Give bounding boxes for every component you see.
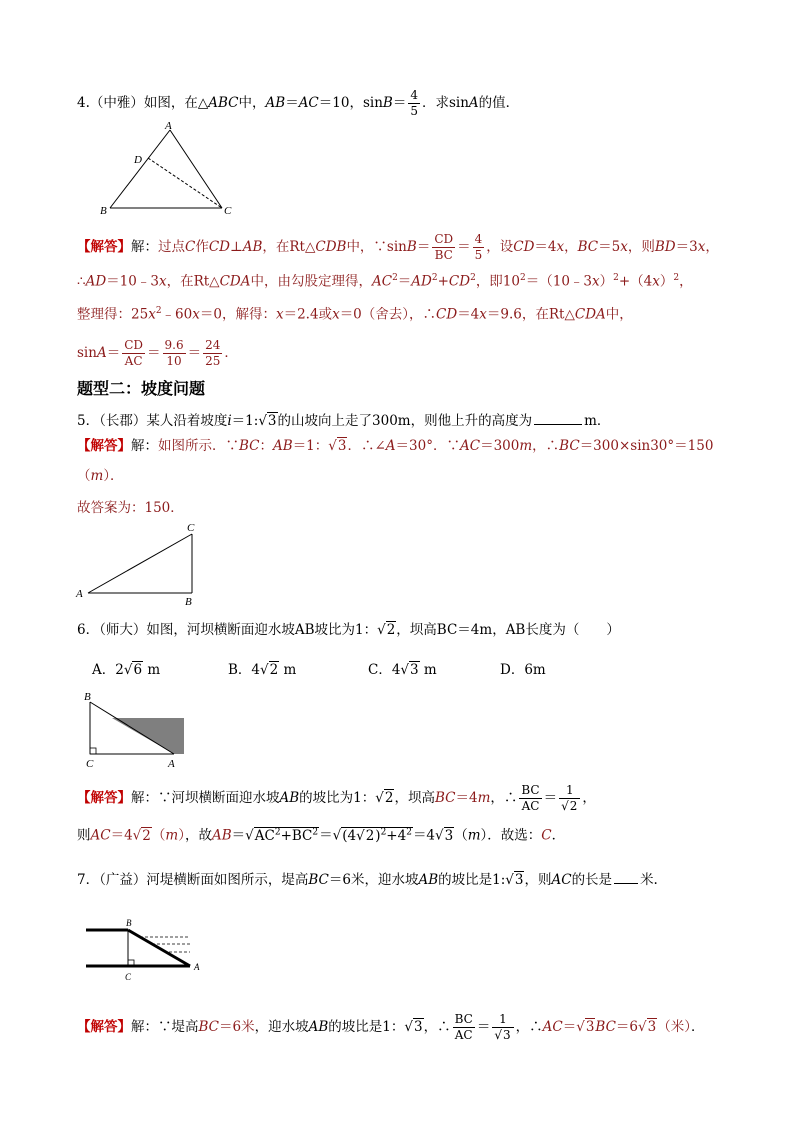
- section-title: 题型二：坡度问题: [77, 379, 206, 398]
- answer-tag: 【解答】: [77, 790, 131, 806]
- q7-levee-figure: [80, 910, 220, 990]
- q4-answer-line4: sinA＝ $\frac{CD}{AC}$ ＝ $\frac{9.6}{10}$ ＝ $\frac{24}{25}$ ．: [77, 338, 238, 368]
- q4-triangle-figure: [92, 120, 242, 220]
- q6-option-a: A．2√6 m: [92, 662, 161, 678]
- q6-answer-line1: 【解答】解：∵河坝横断面迎水坡AB的坡比为1：√2，坝高BC＝4m，∴ $\frac{BC}{AC}$ ＝ $\frac{1}{√2}$ ，: [77, 783, 596, 813]
- q5-question: 5．（长郡）某人沿着坡度i＝1:√3的山坡向上走了300m，则他上升的高度为 m．: [77, 413, 611, 429]
- q4-question: 4.（中雅）如图，在△ABC中，AB＝AC＝10，sinB＝ $\frac{4}{5}$ ．求sinA的值．: [77, 88, 520, 118]
- svg-text:C: C: [187, 522, 195, 534]
- svg-text:B: B: [100, 205, 107, 217]
- svg-text:B: B: [126, 918, 132, 928]
- svg-text:C: C: [125, 972, 132, 982]
- q6-answer-line2: 则AC＝4√2（m），故$AB=√AC^2+BC^2=√(4√2)^2+4^2=4√3(m)$．故选：C．: [77, 827, 566, 844]
- answer-tag: 【解答】: [77, 438, 131, 454]
- q5-triangle-figure: [72, 520, 212, 610]
- svg-text:B: B: [185, 596, 192, 608]
- answer-tag: 【解答】: [77, 1019, 131, 1035]
- answer-tag: 【解答】: [77, 239, 131, 255]
- q6-option-d: D．6m: [500, 662, 546, 678]
- svg-text:C: C: [86, 758, 94, 770]
- q6-option-c: C．4√3 m: [368, 662, 437, 678]
- svg-text:A: A: [76, 588, 83, 600]
- q6-option-b: B．4√2 m: [228, 662, 297, 678]
- svg-text:A: A: [165, 120, 172, 132]
- q6-dam-figure: [76, 690, 196, 770]
- q4-answer-line2: ∴AD＝10﹣3x，在Rt△CDA中，由勾股定理得，$AC^2=AD^2+CD^2$，即$10^2=(10﹣3x)^2+(4x)^2$，: [77, 273, 693, 290]
- q4-answer-line3: 整理得：$25x^2﹣60x=0$，解得：x＝2.4或x＝0（舍去），∴CD＝4x＝9.6，在Rt△CDA中，: [77, 306, 633, 323]
- svg-text:D: D: [134, 154, 142, 166]
- q5-answer-line3: 故答案为：150．: [77, 500, 184, 516]
- svg-text:B: B: [84, 691, 91, 703]
- svg-text:A: A: [168, 758, 175, 770]
- q7-answer-line1: 【解答】解：∵堤高BC＝6米，迎水坡AB的坡比是1：√3，∴ $\frac{BC}{AC}$ ＝ $\frac{1}{√3}$ ，∴AC＝√3BC＝6√3（米）．: [77, 1012, 705, 1042]
- q6-question: 6．（师大）如图，河坝横断面迎水坡AB坡比为1：√2，坝高BC＝4m，AB长度为（ ）: [77, 622, 620, 638]
- svg-text:A: A: [194, 962, 200, 972]
- q4-answer-line1: 【解答】解：过点C作CD⊥AB，在Rt△CDB中，∵sinB＝ $\frac{CD}{BC}$ ＝ $\frac{4}{5}$ ，设CD＝4x，BC＝5x，则BD＝3x，: [77, 232, 719, 262]
- svg-text:C: C: [224, 205, 232, 217]
- q5-answer-line1: 【解答】解：如图所示．∵BC：AB＝1：√3．∴∠A＝30°．∵AC＝300m，∴BC＝300×sin30°＝150: [77, 438, 714, 454]
- q5-answer-line2: （m）．: [77, 468, 124, 484]
- q7-question: 7．（广益）河堤横断面如图所示，堤高BC＝6米，迎水坡AB的坡比是1:√3，则AC的长是 米.: [77, 872, 658, 888]
